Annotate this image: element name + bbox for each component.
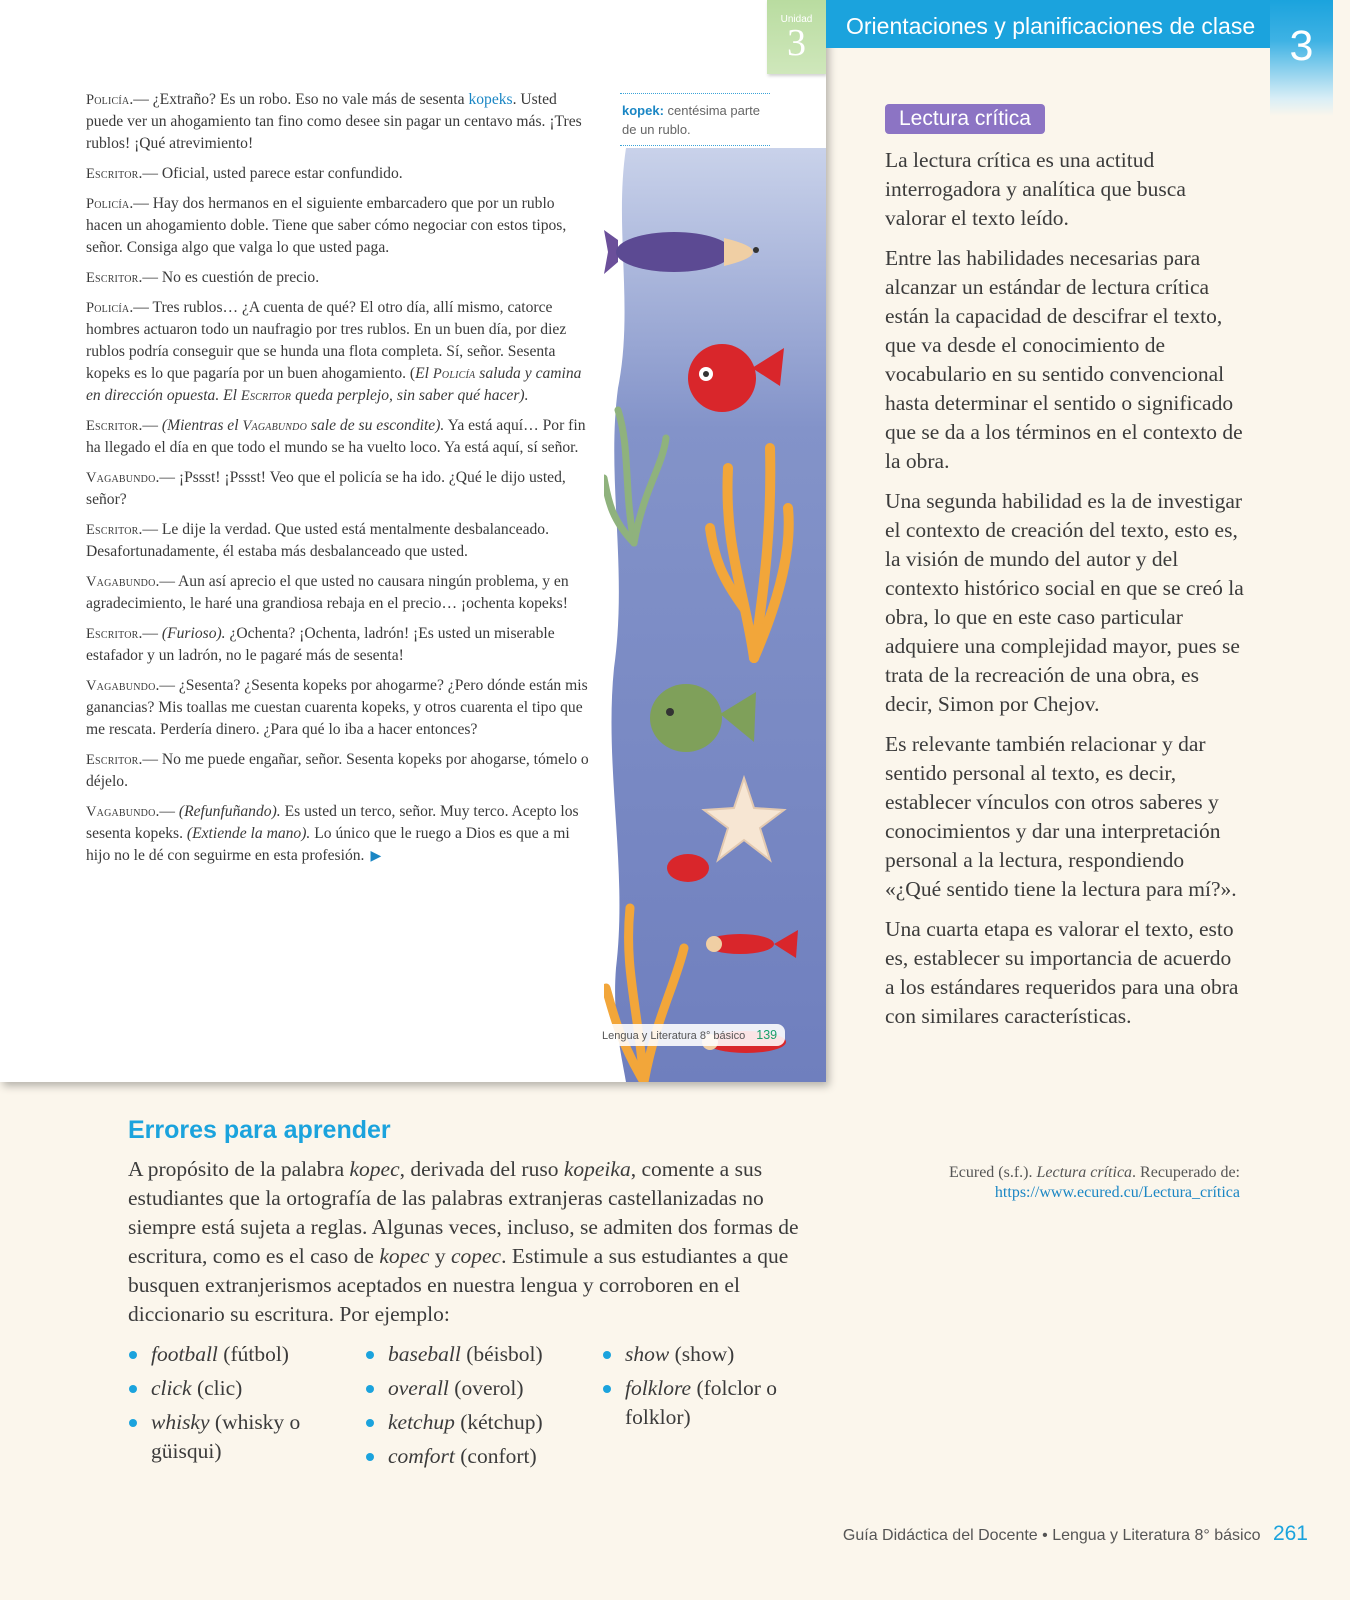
- stage-direction: kopec: [349, 1157, 400, 1181]
- text-segment: . Usted puede ver un ahogamiento tan fino como desee sin pagar un centavo más. ¡Tres rublos! ¡Qué atrevimiento!: [86, 91, 582, 152]
- speaker-name: Policía: [86, 92, 130, 108]
- word-list-item: [128, 1408, 338, 1466]
- section-header: [826, 0, 1270, 48]
- foreign-word: show: [625, 1342, 670, 1366]
- stage-direction: Policía: [432, 366, 476, 382]
- text-segment: .— Tres rublos… ¿A cuenta de qué? El otro día, allí mismo, catorce hombres actuaron todo un naufragio por tres rublos. En un buen día, por diez rublos podría conseguir que se hunda una flota completa. Sí, señor. Sesenta kopeks es lo que pagaría por un buen ahogamiento. (: [86, 299, 567, 382]
- speaker-name: Escritor: [86, 752, 139, 768]
- dialogue-line: [86, 623, 594, 667]
- text-segment: y: [429, 1244, 451, 1268]
- book-page-number: 139: [756, 1028, 778, 1042]
- spanish-form: (whisky o güisqui): [151, 1410, 301, 1463]
- text-segment: Lo único que le ruego a Dios es que a mi hijo no le dé con seguirme en esta profesión.: [86, 825, 570, 864]
- speaker-name: Escritor: [86, 270, 139, 286]
- foreign-word: baseball: [388, 1342, 461, 1366]
- stage-direction: copec: [450, 1244, 502, 1268]
- spanish-form: (clic): [191, 1376, 243, 1400]
- speaker-name: Escritor: [86, 166, 139, 182]
- play-dialogue: [86, 89, 594, 876]
- word-list-item: [365, 1340, 585, 1369]
- book-page: [0, 0, 826, 1082]
- foreign-word: comfort: [388, 1444, 455, 1468]
- text-segment: .— No es cuestión de precio.: [138, 269, 320, 286]
- text-segment: , comente a sus estudiantes que la ortografía de las palabras extranjeras castellanizadas no siempre está sujeta a reglas. Algunas veces, incluso, se admiten dos formas de escritura, como es el caso de: [128, 1157, 799, 1268]
- foreign-word: ketchup: [388, 1410, 455, 1434]
- word-list-item: [365, 1408, 585, 1437]
- shell-icon: [667, 854, 709, 882]
- speaker-name: Vagabundo: [86, 470, 156, 486]
- stage-direction: (Refunfuñando).: [178, 803, 281, 820]
- citation-link[interactable]: https://www.ecured.cu/Lectura_crítica: [994, 1184, 1240, 1201]
- unit-number: 3: [787, 22, 806, 64]
- speaker-name: Policía: [86, 300, 130, 316]
- book-title: Lengua y Literatura 8° básico: [602, 1030, 746, 1042]
- stage-direction: sale de su escondite).: [307, 417, 445, 434]
- dialogue-line: [86, 571, 594, 615]
- foreign-word: football: [151, 1342, 218, 1366]
- stage-direction: (Extiende la mano).: [186, 825, 311, 842]
- word-list-column: [365, 1340, 585, 1476]
- word-list-column: [602, 1340, 802, 1437]
- critical-reading-body: [885, 146, 1245, 1042]
- word-list-item: [365, 1374, 585, 1403]
- speaker-name: Vagabundo: [86, 574, 156, 590]
- text-segment: , derivada del ruso: [399, 1157, 564, 1181]
- glossary-keyword: kopeks: [468, 91, 513, 108]
- foreign-word: folklore: [625, 1376, 692, 1400]
- guide-title: Guía Didáctica del Docente • Lengua y Literatura 8° básico: [842, 1527, 1261, 1544]
- sea-illustration: [604, 148, 826, 1082]
- critical-paragraph: Entre las habilidades necesarias para alcanzar un estándar de lectura crítica están la capacidad de descifrar el texto, que va desde el conocimiento de vocabulario en su sentido convencional hasta determinar el sentido o significado que se da a los términos en el contexto de la obra.: [885, 246, 1243, 473]
- dialogue-line: [86, 675, 594, 741]
- citation-title: Lectura crítica: [1036, 1164, 1133, 1181]
- citation: [880, 1163, 1240, 1203]
- speaker-name: Vagabundo: [86, 804, 156, 820]
- speaker-name: Escritor: [86, 522, 139, 538]
- spanish-form: (béisbol): [460, 1342, 543, 1366]
- unit-tab: [767, 0, 826, 74]
- stage-direction: Vagabundo: [242, 418, 308, 434]
- dialogue-line: [86, 801, 594, 868]
- text-segment: Es usted un terco, señor. Muy terco. Acepto los sesenta kopeks.: [86, 803, 579, 842]
- dialogue-line: [86, 89, 594, 155]
- guide-page-number: 261: [1272, 1522, 1308, 1545]
- stage-direction: kopec: [379, 1244, 430, 1268]
- text-segment: .— ¿Extraño? Es un robo. Eso no vale más de sesenta: [129, 91, 469, 108]
- text-segment: Ya está aquí… Por fin ha llegado el día en que todo el mundo se ha vuelto loco. Ya está aquí, sí señor.: [86, 417, 586, 456]
- chapter-number: 3: [1289, 22, 1314, 70]
- spanish-form: (kétchup): [454, 1410, 543, 1434]
- dialogue-line: [86, 193, 594, 259]
- citation-prefix: Ecured (s.f.).: [948, 1164, 1037, 1181]
- text-segment: A propósito de la palabra: [128, 1157, 350, 1181]
- text-segment: .— ¿Sesenta? ¿Sesenta kopeks por ahogarme? ¿Pero dónde están mis ganancias? Mis toallas me cuestan cuarenta kopeks, y otros cuarenta el tipo que me rescata. Perdería dinero. ¿Para qué lo iba a hacer entonces?: [86, 677, 588, 738]
- text-segment: .—: [138, 417, 162, 434]
- spanish-form: (overol): [448, 1376, 524, 1400]
- word-list-item: [128, 1374, 338, 1403]
- unit-label: Unidad: [780, 14, 813, 25]
- text-segment: .— ¡Pssst! ¡Pssst! Veo que el policía se ha ido. ¿Qué le dijo usted, señor?: [86, 469, 566, 508]
- foreign-word: overall: [388, 1376, 449, 1400]
- dialogue-line: [86, 267, 594, 289]
- text-segment: .—: [138, 625, 162, 642]
- stage-direction: (Mientras el: [161, 417, 243, 434]
- text-segment: .— No me puede engañar, señor. Sesenta kopeks por ahogarse, tómelo o déjelo.: [86, 751, 589, 790]
- text-segment: .— Oficial, usted parece estar confundido.: [138, 165, 403, 182]
- foreign-word: click: [151, 1376, 192, 1400]
- critical-paragraph: La lectura crítica es una actitud interrogadora y analítica que busca valorar el texto leído.: [885, 148, 1186, 230]
- dialogue-line: [86, 163, 594, 185]
- glossary-definition: centésima parte de un rublo.: [622, 103, 761, 137]
- stage-direction: queda perplejo, sin saber qué hacer).: [291, 387, 529, 404]
- stage-direction: Escritor: [240, 388, 292, 404]
- speaker-name: Vagabundo: [86, 678, 156, 694]
- stage-direction: kopeika: [563, 1157, 631, 1181]
- spanish-form: (fútbol): [217, 1342, 289, 1366]
- chapter-tab: [1270, 0, 1333, 116]
- dialogue-line: [86, 415, 594, 459]
- word-list-item: [365, 1442, 585, 1471]
- glossary-note: [620, 93, 770, 146]
- book-page-footer: [594, 1024, 785, 1046]
- word-list-item: [128, 1340, 338, 1369]
- dialogue-line: [86, 519, 594, 563]
- text-segment: . Estimule a sus estudiantes a que busquen extranjerismos aceptados en nuestra lengua y corroboren en el diccionario su escritura. Por ejemplo:: [128, 1244, 789, 1326]
- text-segment: .— Aun así aprecio el que usted no causara ningún problema, y en agradecimiento, le haré una grandiosa rebaja en el precio… ¡ochenta kopeks!: [86, 573, 569, 612]
- text-segment: .— Hay dos hermanos en el siguiente embarcadero que por un rublo hacen un ahogamiento doble. Tiene que saber cómo negociar con estos tipos, señor. Consiga algo que valga lo que usted paga.: [86, 195, 567, 256]
- errors-heading: Errores para aprender: [128, 1116, 391, 1144]
- guide-footer: [843, 1522, 1308, 1546]
- dialogue-line: [86, 467, 594, 511]
- critical-paragraph: Una segunda habilidad es la de investigar el contexto de creación del texto, esto es, la visión de mundo del autor y del contexto histórico social en que se creó la obra, lo que en este caso particular adquiere una complejidad mayor, pues se trata de la recreación de una obra, es decir, Simon por Chejov.: [885, 489, 1244, 716]
- speaker-name: Policía: [86, 196, 130, 212]
- spanish-form: (show): [669, 1342, 735, 1366]
- continue-arrow-icon: ▶: [370, 849, 382, 864]
- critical-paragraph: Es relevante también relacionar y dar sentido personal al texto, es decir, establecer vínculos con otros saberes y conocimientos y dar una interpretación personal a la lectura, respondiendo «¿Qué sentido tiene la lectura para mí?».: [885, 732, 1237, 901]
- dialogue-line: [86, 297, 594, 407]
- glossary-term: kopek:: [622, 103, 664, 118]
- word-list-item: [602, 1340, 802, 1369]
- stage-direction: saluda y camina en dirección opuesta. El: [86, 365, 582, 404]
- section-title: Orientaciones y planificaciones de clase: [846, 13, 1256, 39]
- stage-direction: (Furioso).: [161, 625, 226, 642]
- text-segment: .—: [155, 803, 179, 820]
- stage-direction: El: [415, 365, 433, 382]
- critical-paragraph: Una cuarta etapa es valorar el texto, esto es, establecer su importancia de acuerdo a los estándares requeridos para una obra con similares características.: [885, 917, 1239, 1028]
- spanish-form: (confort): [454, 1444, 537, 1468]
- word-list-item: [602, 1374, 802, 1432]
- speaker-name: Escritor: [86, 418, 139, 434]
- dialogue-line: [86, 749, 594, 793]
- citation-middle: . Recuperado de:: [1132, 1164, 1240, 1181]
- speaker-name: Escritor: [86, 626, 139, 642]
- word-list-column: [128, 1340, 338, 1471]
- foreign-word: whisky: [151, 1410, 210, 1434]
- critical-reading-heading: Lectura crítica: [885, 104, 1045, 134]
- text-segment: ¿Ochenta? ¡Ochenta, ladrón! ¡Es usted un miserable estafador y un ladrón, no le pagaré más de sesenta!: [86, 625, 555, 664]
- text-segment: .— Le dije la verdad. Que usted está mentalmente desbalanceado. Desafortunadamente, él estaba más desbalanceado que usted.: [86, 521, 549, 560]
- errors-body: [128, 1155, 828, 1329]
- spanish-form: (folclor o folklor): [625, 1376, 778, 1429]
